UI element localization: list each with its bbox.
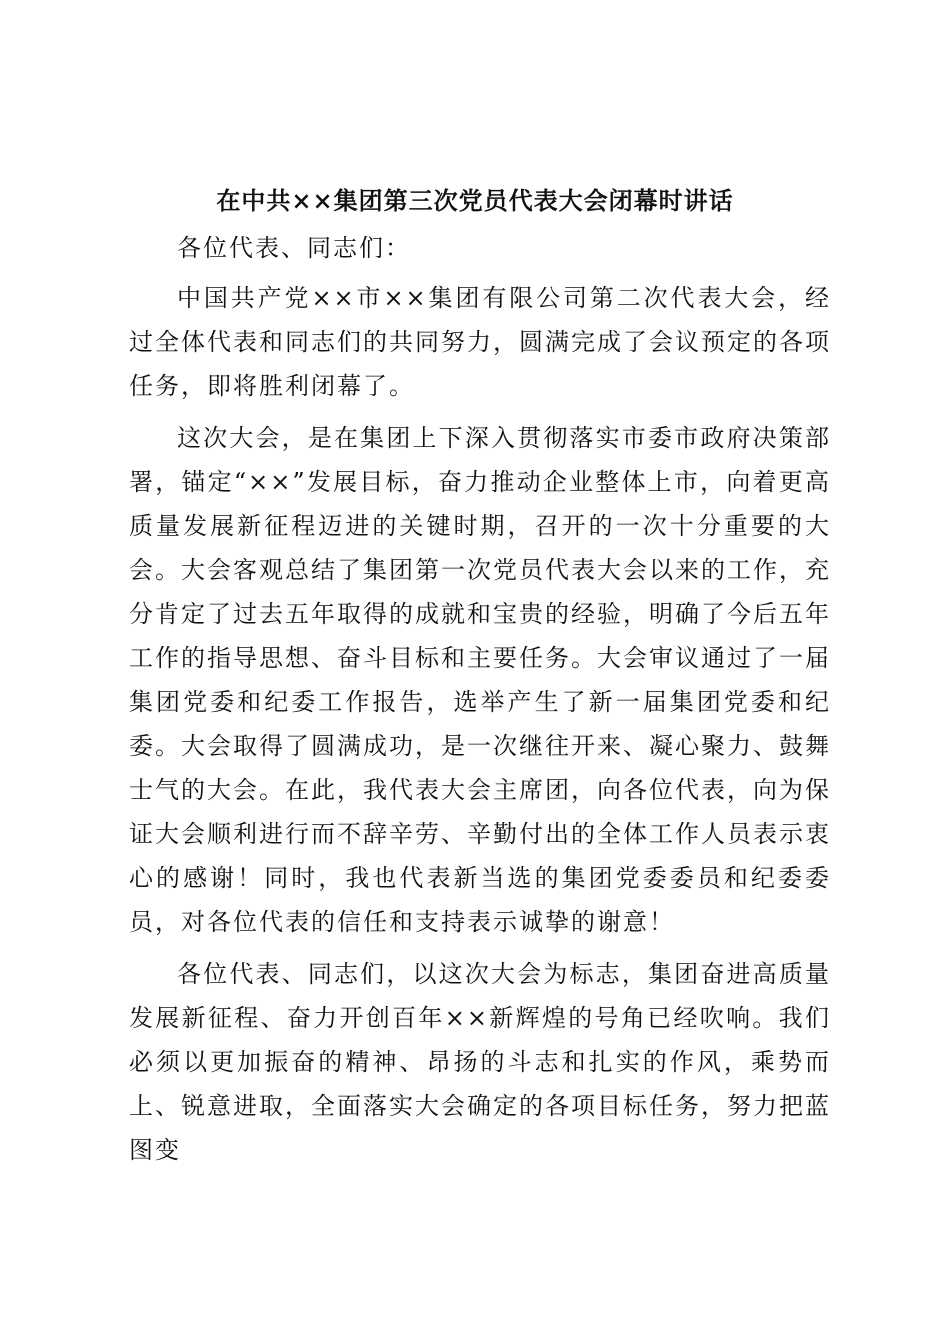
paragraph-2: 这次大会，是在集团上下深入贯彻落实市委市政府决策部署，锚定“××”发展目标，奋力推动企业整体上市，向着更高质量发展新征程迈进的关键时期，召开的一次十分重要的大会。大会客观总结了集团第一次党员代表大会以来的工作，充分肯定了过去五年取得的成就和宝贵的经验，明确了今后五年工作的指导思想、奋斗目标和主要任务。大会审议通过了一届集团党委和纪委工作报告，选举产生了新一届集团党委和纪委。大会取得了圆满成功，是一次继往开来、凝心聚力、鼓舞士气的大会。在此，我代表大会主席团，向各位代表，向为保证大会顺利进行而不辞辛劳、辛勤付出的全体工作人员表示衷心的感谢！同时，我也代表新当选的集团党委委员和纪委委员，对各位代表的信任和支持表示诚挚的谢意！ [129, 424, 831, 936]
document-title: 在中共××集团第三次党员代表大会闭幕时讲话 [216, 186, 734, 215]
salutation: 各位代表、同志们： [177, 234, 411, 262]
paragraph-1: 中国共产党××市××集团有限公司第二次代表大会，经过全体代表和同志们的共同努力，圆满完成了会议预定的各项任务，即将胜利闭幕了。 [129, 284, 831, 400]
paragraph-3: 各位代表、同志们，以这次大会为标志，集团奋进高质量发展新征程、奋力开创百年××新辉煌的号角已经吹响。我们必须以更加振奋的精神、昂扬的斗志和扎实的作风，乘势而上、锐意进取，全面落实大会确定的各项目标任务，努力把蓝图变 [129, 960, 831, 1164]
document-body [129, 228, 831, 1172]
